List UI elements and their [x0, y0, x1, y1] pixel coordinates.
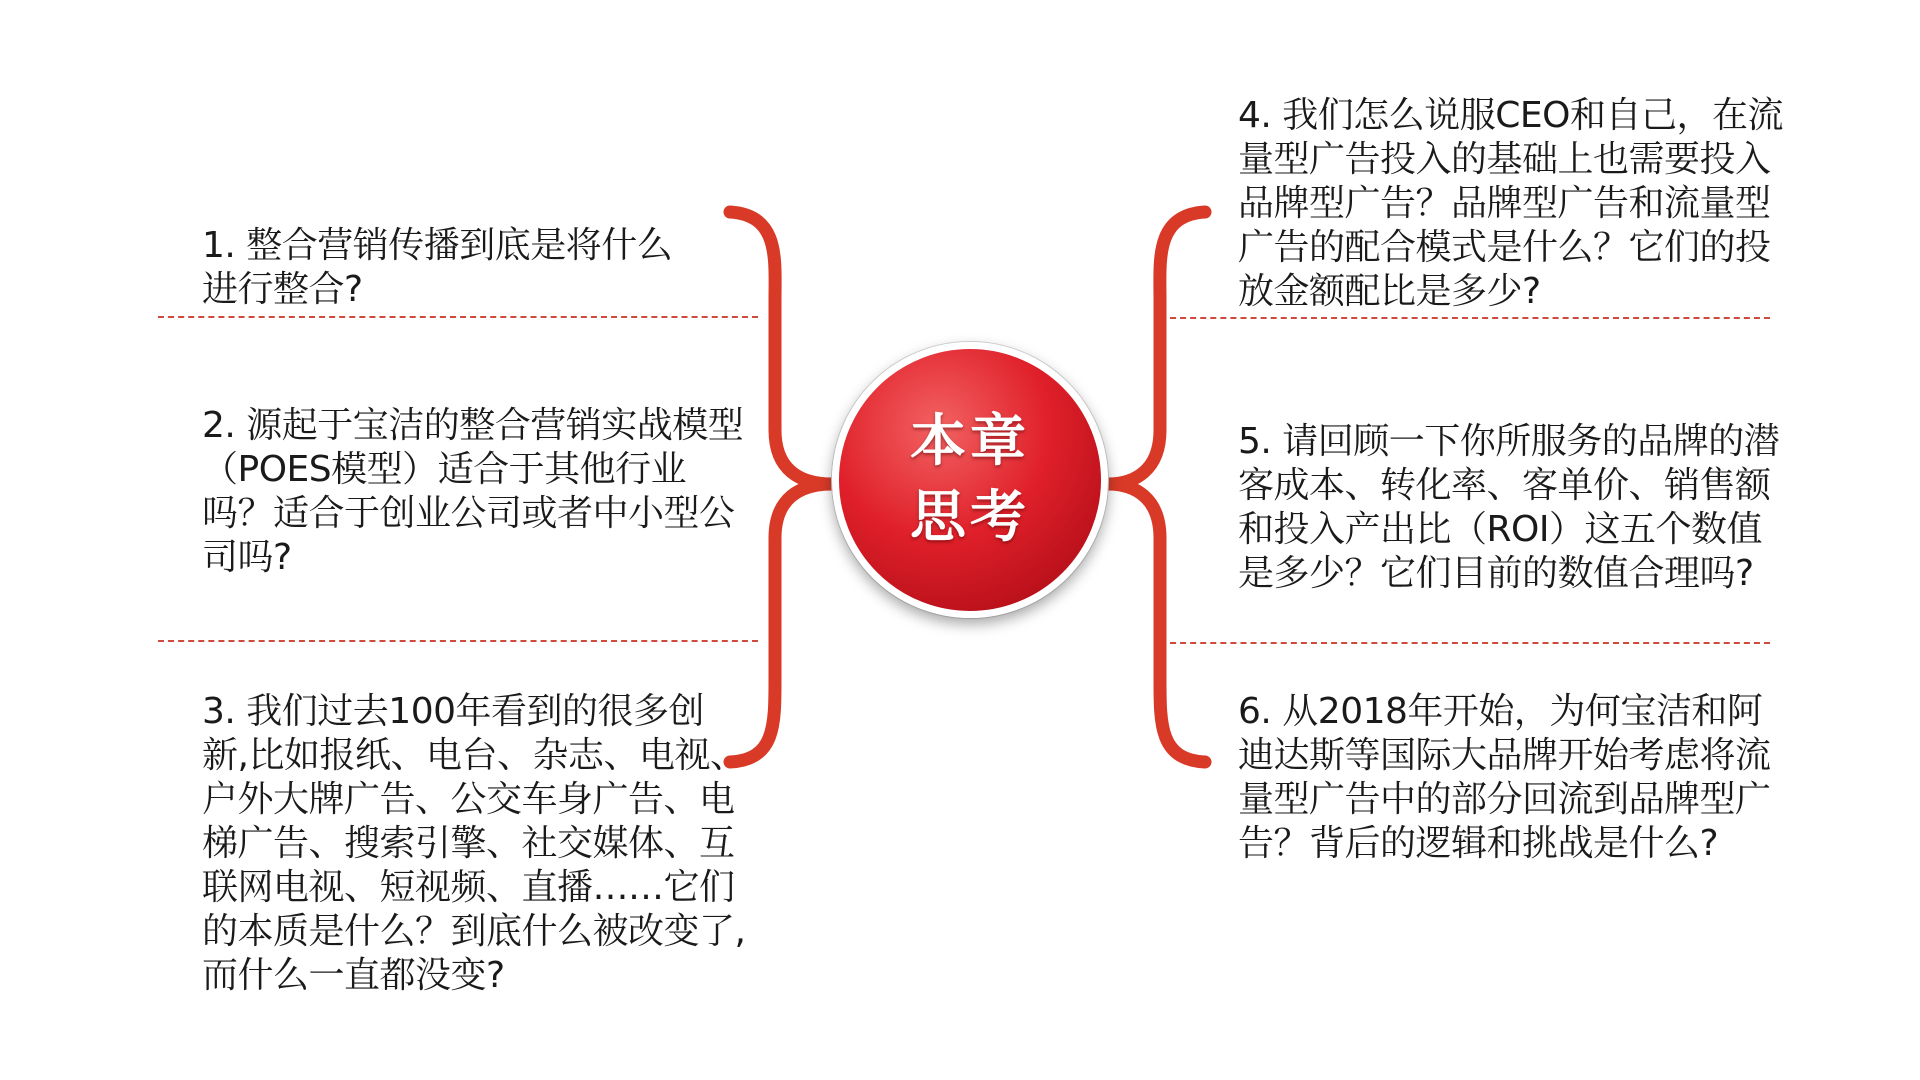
right-divider-2 [1170, 642, 1770, 644]
right-divider-1 [1170, 317, 1770, 319]
question-2: 2. 源起于宝洁的整合营销实战模型（POES模型）适合于其他行业吗？适合于创业公司或者中小型公司吗? [202, 405, 744, 578]
question-5: 5. 请回顾一下你所服务的品牌的潜客成本、转化率、客单价、销售额和投入产出比（ROI）这五个数值是多少？它们目前的数值合理吗? [1238, 421, 1780, 594]
question-6: 6. 从2018年开始，为何宝洁和阿迪达斯等国际大品牌开始考虑将流量型广告中的部分回流到品牌型广告？背后的逻辑和挑战是什么? [1238, 691, 1771, 864]
right-brace [1108, 212, 1205, 762]
question-3: 3. 我们过去100年看到的很多创新,比如报纸、电台、杂志、电视、户外大牌广告、公交车身广告、电梯广告、搜索引擎、社交媒体、互联网电视、短视频、直播……它们的本质是什么？到底什么被改变了,而什么一直都没变? [202, 691, 746, 996]
center-topic-circle [832, 342, 1108, 618]
center-title-line-2: 思考 [910, 485, 1030, 550]
question-1: 1. 整合营销传播到底是将什么进行整合? [202, 225, 673, 310]
left-divider-1 [158, 316, 758, 318]
question-4: 4. 我们怎么说服CEO和自己，在流量型广告投入的基础上也需要投入品牌型广告？品牌型广告和流量型广告的配合模式是什么？它们的投放金额配比是多少? [1238, 95, 1784, 312]
left-divider-2 [158, 640, 758, 642]
center-title-line-1: 本章 [910, 409, 1030, 474]
